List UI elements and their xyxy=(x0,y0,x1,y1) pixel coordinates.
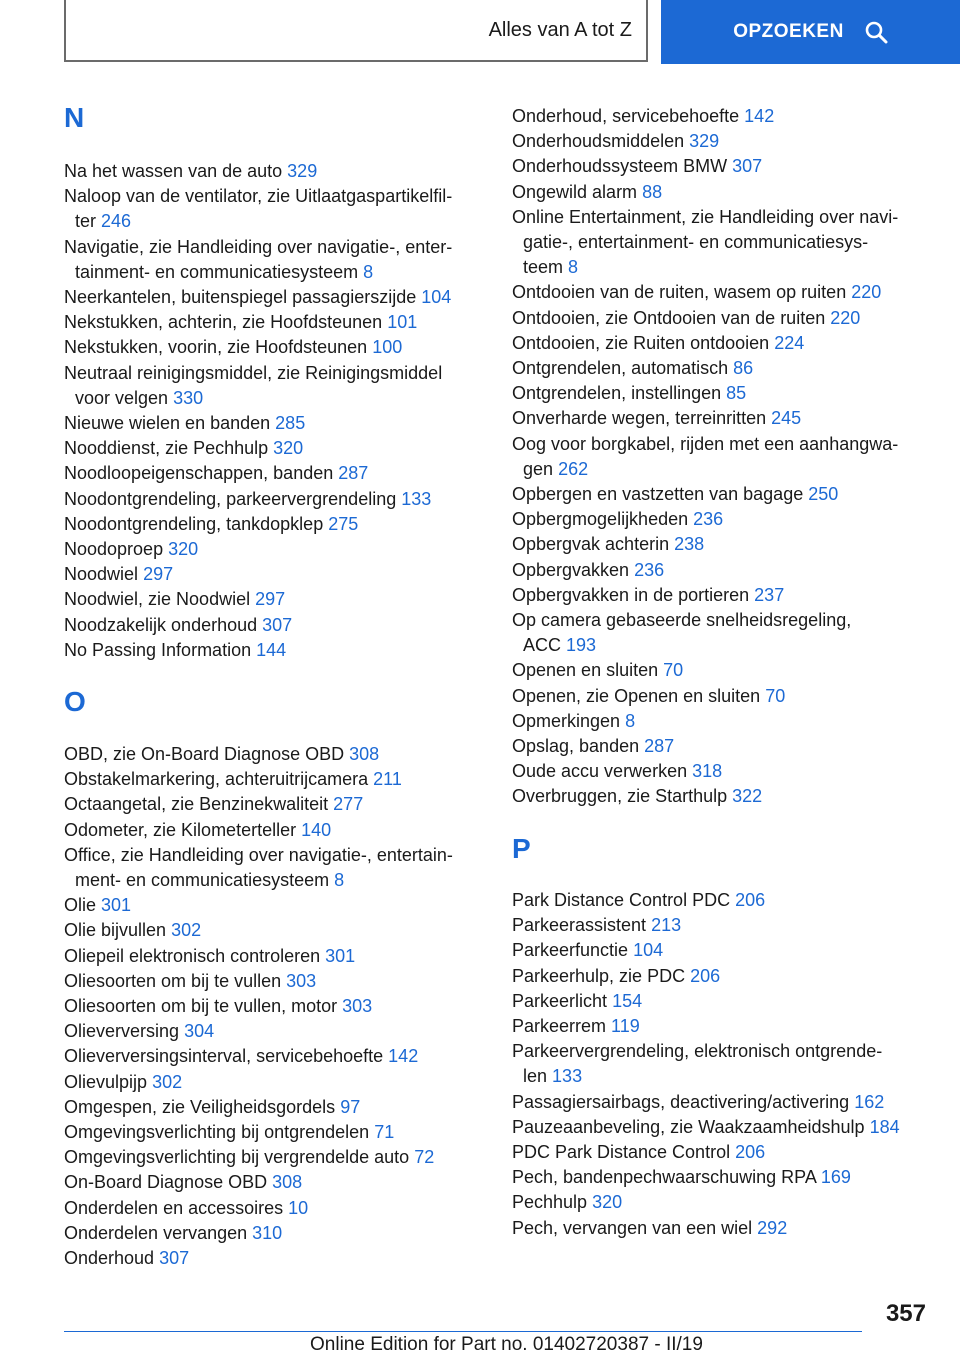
page-reference-link[interactable]: 245 xyxy=(771,408,802,429)
index-entry xyxy=(64,918,505,943)
index-entry xyxy=(64,487,505,512)
index-entry-text: Pechhulp xyxy=(512,1192,588,1213)
page-reference-link[interactable]: 133 xyxy=(401,488,432,509)
index-entry-text: gatie-, entertainment- en communicatiesys- xyxy=(523,232,869,252)
page-reference-link[interactable]: 144 xyxy=(256,639,287,660)
index-entry-text: Ontdooien van de ruiten, wasem op ruiten xyxy=(512,282,847,303)
page-reference-link[interactable]: 184 xyxy=(869,1116,900,1137)
page-reference-link[interactable]: 162 xyxy=(854,1091,885,1112)
page-reference-link[interactable]: 307 xyxy=(262,614,293,635)
index-entry-text: Oog voor borgkabel, rijden met een aanhangwa- xyxy=(512,433,899,454)
index-entry xyxy=(64,1196,505,1221)
index-entry xyxy=(512,129,953,154)
index-entry-text: ACC xyxy=(523,635,562,656)
page-reference-link[interactable]: 329 xyxy=(287,161,318,181)
index-entry xyxy=(64,159,505,184)
page-reference-link[interactable]: 101 xyxy=(387,312,418,333)
page-reference-link[interactable]: 104 xyxy=(633,940,664,961)
footer-divider xyxy=(64,1331,862,1332)
index-entry-text: Neerkantelen, buitenspiegel passagierszijde xyxy=(64,287,417,307)
index-entry-text: Noodloopeigenschappen, banden xyxy=(64,463,334,484)
index-entry xyxy=(512,1090,953,1115)
page-reference-link[interactable]: 310 xyxy=(252,1222,283,1243)
index-entry xyxy=(512,964,953,989)
index-entry xyxy=(512,658,953,683)
page-reference-link[interactable]: 97 xyxy=(340,1096,361,1117)
index-entry-text: Oliesoorten om bij te vullen xyxy=(64,970,282,991)
index-entry-text: Noodoproep xyxy=(64,539,164,559)
index-entry-text: Ongewild alarm xyxy=(512,181,638,202)
index-entry xyxy=(512,1140,953,1165)
page-header xyxy=(0,0,960,66)
page-reference-link[interactable]: 71 xyxy=(374,1122,395,1142)
alphabet-tab[interactable] xyxy=(64,0,648,62)
index-entry xyxy=(64,361,505,411)
index-entry xyxy=(64,537,505,562)
page-reference-link[interactable]: 213 xyxy=(651,915,682,936)
page-reference-link[interactable]: 140 xyxy=(301,819,332,840)
index-entry-text: Opbergvakken in de portieren xyxy=(512,584,750,605)
index-entry-text: Octaangetal, zie Benzinekwaliteit xyxy=(64,794,329,815)
index-entry-text: Overbruggen, zie Starthulp xyxy=(512,786,728,807)
index-entry xyxy=(512,406,953,431)
index-entry xyxy=(64,411,505,436)
page-reference-link[interactable]: 322 xyxy=(732,786,763,807)
index-entry xyxy=(64,843,505,893)
index-entry xyxy=(512,1014,953,1039)
index-entry-text: Openen, zie Openen en sluiten xyxy=(512,685,761,706)
page-reference-link[interactable]: 292 xyxy=(757,1217,788,1238)
index-entry xyxy=(512,913,953,938)
index-entry-text: Opbergvak achterin xyxy=(512,534,670,555)
index-entry-text: Noodwiel xyxy=(64,564,139,585)
index-entry xyxy=(512,1190,953,1215)
index-letter-o: O xyxy=(64,686,86,717)
index-entry-text: Online Entertainment, zie Handleiding over navi- xyxy=(512,206,899,227)
index-entry xyxy=(512,306,953,331)
index-entry xyxy=(64,461,505,486)
alphabet-tab-label: Alles van A tot Z xyxy=(488,18,632,41)
index-entry xyxy=(512,888,953,913)
index-entry-text: gen xyxy=(523,458,554,479)
index-entry xyxy=(64,562,505,587)
page-reference-link[interactable]: 330 xyxy=(173,387,204,408)
index-entry-text: Olie bijvullen xyxy=(64,920,167,941)
page-reference-link[interactable]: 224 xyxy=(774,332,805,353)
index-entry xyxy=(512,734,953,759)
index-entry-text: No Passing Information xyxy=(64,639,252,660)
page-reference-link[interactable]: 304 xyxy=(184,1021,215,1042)
index-entry xyxy=(64,1246,505,1271)
index-entry-text: Ontgrendelen, automatisch xyxy=(512,358,729,378)
index-entry xyxy=(512,154,953,179)
index-entry xyxy=(64,1145,505,1170)
page-number: 357 xyxy=(885,1300,926,1327)
page-reference-link[interactable]: 297 xyxy=(143,564,174,585)
index-entry xyxy=(512,104,953,129)
page-reference-link[interactable]: 250 xyxy=(808,484,839,504)
index-entry-text: Op camera gebaseerde snelheidsregeling, xyxy=(512,610,852,630)
index-entry xyxy=(64,893,505,918)
index-entry-text: Omgevingsverlichting bij vergrendelde auto xyxy=(64,1147,410,1168)
index-entry-text: Neutraal reinigingsmiddel, zie Reinigingsmiddel xyxy=(64,362,443,383)
index-entry-text: Passagiersairbags, deactivering/activering xyxy=(512,1091,850,1112)
index-entry-text: len xyxy=(523,1066,548,1087)
index-entry xyxy=(64,1044,505,1069)
page-reference-link[interactable]: 8 xyxy=(363,261,374,282)
index-entry-text: Noodwiel, zie Noodwiel xyxy=(64,589,251,610)
index-entry-text: Pech, vervangen van een wiel xyxy=(512,1217,753,1238)
index-entry-text: Ontgrendelen, instellingen xyxy=(512,383,722,404)
index-entry-text: Parkeerhulp, zie PDC xyxy=(512,965,686,986)
index-entry xyxy=(64,1170,505,1195)
index-entry-text: Noodontgrendeling, parkeervergrendeling xyxy=(64,488,397,509)
page-reference-link[interactable]: 220 xyxy=(830,307,861,328)
index-entry-text: Onderhoud, servicebehoefte xyxy=(512,106,740,126)
index-entry-text: Odometer, zie Kilometerteller xyxy=(64,819,297,840)
index-entry xyxy=(64,969,505,994)
index-entry-text: Pauzeaanbeveling, zie Waakzaamheidshulp xyxy=(512,1116,865,1137)
index-entry-text: Onderhoud xyxy=(64,1248,155,1268)
index-entry xyxy=(512,1039,953,1089)
index-entry xyxy=(512,1165,953,1190)
index-entry xyxy=(512,759,953,784)
index-entry xyxy=(64,1070,505,1095)
index-entry-text: Oliesoorten om bij te vullen, motor xyxy=(64,996,338,1016)
index-entry xyxy=(64,285,505,310)
page-reference-link[interactable]: 307 xyxy=(732,156,763,177)
index-entry xyxy=(64,818,505,843)
page-reference-link[interactable]: 238 xyxy=(674,534,705,555)
index-entry xyxy=(512,356,953,381)
index-entry-text: Opmerkingen xyxy=(512,710,621,731)
page-reference-link[interactable]: 100 xyxy=(372,337,403,358)
page-reference-link[interactable]: 206 xyxy=(690,965,721,986)
index-entry xyxy=(512,784,953,809)
page-reference-link[interactable]: 329 xyxy=(689,131,720,152)
index-entry-text: ment- en communicatiesysteem xyxy=(75,870,330,890)
page-reference-link[interactable]: 246 xyxy=(101,211,132,232)
page-reference-link[interactable]: 88 xyxy=(642,181,663,202)
page-reference-link[interactable]: 119 xyxy=(611,1016,640,1036)
page-reference-link[interactable]: 262 xyxy=(558,458,589,479)
index-entry-text: Parkeerrem xyxy=(512,1016,607,1036)
index-entry-text: Na het wassen van de auto xyxy=(64,161,283,181)
index-entry-text: Nooddienst, zie Pechhulp xyxy=(64,438,269,459)
index-entry-text: Park Distance Control PDC xyxy=(512,890,731,910)
index-entry-text: Omgespen, zie Veiligheidsgordels xyxy=(64,1096,336,1117)
page-reference-link[interactable]: 8 xyxy=(568,257,579,278)
index-entry-text: Opslag, banden xyxy=(512,736,640,756)
magnifier-icon xyxy=(864,20,888,44)
index-entry xyxy=(512,583,953,608)
page-reference-link[interactable]: 277 xyxy=(333,794,364,815)
index-entry xyxy=(512,205,953,281)
index-entry xyxy=(64,767,505,792)
page-reference-link[interactable]: 133 xyxy=(552,1066,583,1087)
page-reference-link[interactable]: 10 xyxy=(288,1197,309,1218)
page-reference-link[interactable]: 307 xyxy=(159,1248,190,1268)
index-entry xyxy=(64,742,505,767)
index-entry xyxy=(512,558,953,583)
page-reference-link[interactable]: 142 xyxy=(744,106,775,126)
index-entry xyxy=(512,938,953,963)
index-entry-text: Olieverversingsinterval, servicebehoefte xyxy=(64,1046,384,1067)
index-entry-text: Noodzakelijk onderhoud xyxy=(64,614,258,635)
index-entry-text: On-Board Diagnose OBD xyxy=(64,1172,268,1193)
index-entry xyxy=(512,507,953,532)
page-reference-link[interactable]: 72 xyxy=(414,1147,435,1168)
index-entry xyxy=(64,792,505,817)
index-entry-text: Onderdelen vervangen xyxy=(64,1222,248,1243)
index-entry xyxy=(64,436,505,461)
search-button-label: OPZOEKEN xyxy=(733,21,844,42)
page-reference-link[interactable]: 104 xyxy=(421,287,452,307)
page-reference-link[interactable]: 301 xyxy=(325,945,356,966)
page-reference-link[interactable]: 142 xyxy=(388,1046,419,1067)
page-reference-link[interactable]: 211 xyxy=(373,769,402,790)
index-entry xyxy=(512,608,953,658)
index-entry xyxy=(512,482,953,507)
index-entry xyxy=(64,587,505,612)
index-entry-text: Opbergen en vastzetten van bagage xyxy=(512,484,804,504)
index-entry-text: Navigatie, zie Handleiding over navigatie-, enter- xyxy=(64,236,453,257)
index-entry-text: Parkeerassistent xyxy=(512,915,647,936)
index-entry-text: Naloop van de ventilator, zie Uitlaatgaspartikelfil- xyxy=(64,186,453,207)
index-entry xyxy=(64,638,505,663)
page-reference-link[interactable]: 70 xyxy=(765,685,786,706)
index-entry-text: Opbergmogelijkheden xyxy=(512,509,689,530)
index-entry-text: Nekstukken, achterin, zie Hoofdsteunen xyxy=(64,312,383,333)
index-entry xyxy=(64,310,505,335)
page-reference-link[interactable]: 285 xyxy=(275,413,306,433)
index-entry-text: Nieuwe wielen en banden xyxy=(64,413,271,433)
index-entry-text: Openen en sluiten xyxy=(512,660,659,681)
index-entry xyxy=(512,280,953,305)
index-entry-text: Onderhoudsmiddelen xyxy=(512,131,685,152)
index-entry xyxy=(64,613,505,638)
index-entry-text: Olieverversing xyxy=(64,1021,180,1042)
index-entry xyxy=(64,994,505,1019)
page-reference-link[interactable]: 237 xyxy=(754,584,785,605)
index-entry xyxy=(64,1120,505,1145)
index-entry xyxy=(512,1216,953,1241)
index-entry xyxy=(64,184,505,234)
page-reference-link[interactable]: 169 xyxy=(820,1167,851,1188)
index-entry-text: Obstakelmarkering, achteruitrijcamera xyxy=(64,769,369,790)
index-entry-text: Parkeerfunctie xyxy=(512,940,629,961)
index-entry-text: tainment- en communicatiesysteem xyxy=(75,261,359,282)
page-reference-link[interactable]: 236 xyxy=(693,509,724,530)
index-entry-text: Oliepeil elektronisch controleren xyxy=(64,945,321,966)
page-reference-link[interactable]: 297 xyxy=(255,589,286,610)
index-entry xyxy=(512,1115,953,1140)
index-entry-text: Onverharde wegen, terreinritten xyxy=(512,408,767,429)
index-entry xyxy=(64,512,505,537)
page-reference-link[interactable]: 301 xyxy=(101,895,132,916)
page-reference-link[interactable]: 287 xyxy=(338,463,369,484)
index-entry-text: ter xyxy=(75,211,97,232)
page-reference-link[interactable]: 318 xyxy=(692,761,723,782)
index-entry xyxy=(512,381,953,406)
index-entry xyxy=(512,709,953,734)
index-entry xyxy=(512,532,953,557)
page-reference-link[interactable]: 320 xyxy=(273,438,304,459)
page-reference-link[interactable]: 8 xyxy=(334,870,345,890)
index-entry xyxy=(512,684,953,709)
index-entry xyxy=(512,331,953,356)
index-entry-text: Olie xyxy=(64,895,97,916)
index-entry-text: teem xyxy=(523,257,564,278)
index-entry-text: Pech, bandenpechwaarschuwing RPA xyxy=(512,1167,816,1188)
index-entry-text: Parkeervergrendeling, elektronisch ontgrende- xyxy=(512,1041,883,1062)
index-entry-text: voor velgen xyxy=(75,387,169,408)
page-reference-link[interactable]: 236 xyxy=(634,559,665,580)
index-entry-text: Noodontgrendeling, tankdopklep xyxy=(64,513,324,534)
index-entry xyxy=(512,432,953,482)
index-letter-n: N xyxy=(64,102,85,133)
index-entry xyxy=(64,1221,505,1246)
index-entry xyxy=(64,944,505,969)
page-reference-link[interactable]: 303 xyxy=(286,970,317,991)
index-entry xyxy=(64,1019,505,1044)
page-reference-link[interactable]: 154 xyxy=(612,990,643,1011)
page-reference-link[interactable]: 320 xyxy=(592,1192,623,1213)
page-reference-link[interactable]: 320 xyxy=(168,539,199,559)
page-reference-link[interactable]: 287 xyxy=(644,736,675,756)
index-entry-text: Onderdelen en accessoires xyxy=(64,1197,284,1218)
page-reference-link[interactable]: 220 xyxy=(851,282,882,303)
page-reference-link[interactable]: 86 xyxy=(733,358,754,378)
index-entry-text: Oude accu verwerken xyxy=(512,761,688,782)
index-entry-text: Opbergvakken xyxy=(512,559,630,580)
page-reference-link[interactable]: 85 xyxy=(726,383,747,404)
page-reference-link[interactable]: 193 xyxy=(566,635,597,656)
index-entry-text: OBD, zie On-Board Diagnose OBD xyxy=(64,744,345,764)
index-entry-text: Onderhoudssysteem BMW xyxy=(512,156,728,177)
index-entry-text: Ontdooien, zie Ruiten ontdooien xyxy=(512,332,770,353)
page-reference-link[interactable]: 308 xyxy=(349,744,380,764)
index-entry-text: Parkeerlicht xyxy=(512,990,608,1011)
page-reference-link[interactable]: 303 xyxy=(342,996,373,1016)
index-entry-text: Office, zie Handleiding over navigatie-, entertain- xyxy=(64,844,453,865)
index-entry-text: Olievulpijp xyxy=(64,1071,148,1092)
page-reference-link[interactable]: 308 xyxy=(272,1172,303,1193)
index-entry-text: PDC Park Distance Control xyxy=(512,1142,731,1162)
index-entry-text: Ontdooien, zie Ontdooien van de ruiten xyxy=(512,307,826,328)
page-reference-link[interactable]: 206 xyxy=(735,890,766,910)
page-reference-link[interactable]: 206 xyxy=(735,1142,766,1162)
footer-edition-text: Online Edition for Part no. 01402720387 - II/19 xyxy=(310,1334,703,1355)
index-entry-text: Omgevingsverlichting bij ontgrendelen xyxy=(64,1122,370,1142)
index-entry xyxy=(64,335,505,360)
page-reference-link[interactable]: 275 xyxy=(328,513,359,534)
search-button[interactable] xyxy=(661,0,960,64)
page-reference-link[interactable]: 70 xyxy=(663,660,684,681)
page-reference-link[interactable]: 302 xyxy=(171,920,202,941)
index-letter-p: P xyxy=(512,833,531,864)
page-reference-link[interactable]: 8 xyxy=(625,710,636,731)
index-entry xyxy=(64,1095,505,1120)
index-entry xyxy=(64,235,505,285)
index-entry-text: Nekstukken, voorin, zie Hoofdsteunen xyxy=(64,337,368,358)
index-entry xyxy=(512,180,953,205)
page-reference-link[interactable]: 302 xyxy=(152,1071,183,1092)
index-entry xyxy=(512,989,953,1014)
